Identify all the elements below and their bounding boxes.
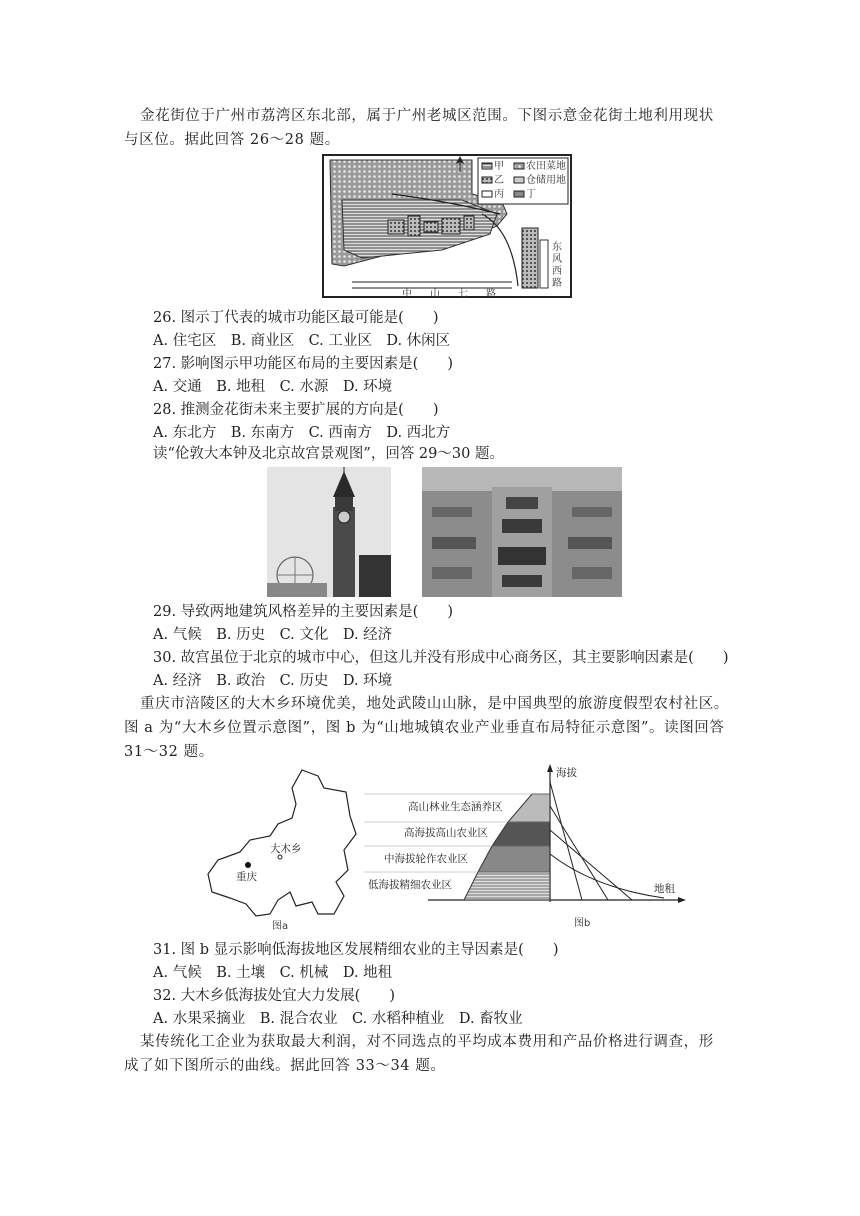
intro-31-32-line2: 图 a 为“大木乡位置示意图”，图 b 为“山地城镇农业产业垂直布局特征示意图”。读图回答 <box>124 720 725 736</box>
y-axis-label: 海拔 <box>556 767 577 779</box>
side-label-4: 路 <box>552 278 562 289</box>
zone-mid-rotation: 中海拔轮作农业区 <box>384 853 468 865</box>
label-chongqing: 重庆 <box>236 871 257 883</box>
zone-high-forest: 高山林业生态涵养区 <box>408 801 503 813</box>
side-label-1: 东 <box>552 242 562 253</box>
intro-26-28-line2: 与区位。据此回答 26～28 题。 <box>124 132 340 148</box>
road-label-2: 山 <box>430 289 440 298</box>
options-29: A. 气候 B. 历史 C. 文化 D. 经济 <box>153 627 393 643</box>
road-label-1: 中 <box>402 289 412 298</box>
options-27: A. 交通 B. 地租 C. 水源 D. 环境 <box>153 379 393 395</box>
zone-high-agri: 高海拔高山农业区 <box>404 827 488 839</box>
legend-storage: 仓储用地 <box>526 175 566 186</box>
question-32: 32. 大木乡低海拔处宜大力发展( ) <box>153 988 395 1004</box>
side-label-2: 风 <box>552 254 562 265</box>
question-29: 29. 导致两地建筑风格差异的主要因素是( ) <box>153 604 453 620</box>
label-damu: 大木乡 <box>270 843 302 855</box>
figure-a-map <box>200 764 364 934</box>
question-30: 30. 故宫虽位于北京的城市中心，但这儿并没有形成中心商务区，其主要影响因素是( ) <box>153 650 729 666</box>
options-32: A. 水果采摘业 B. 混合农业 C. 水稻种植业 D. 畜牧业 <box>153 1011 523 1027</box>
legend-farmland: 农田菜地 <box>526 161 566 172</box>
figure-b-caption: 图b <box>574 918 591 929</box>
x-axis-label: 地租 <box>654 883 675 895</box>
options-31: A. 气候 B. 土壤 C. 机械 D. 地租 <box>153 965 393 981</box>
side-label-3: 西 <box>552 266 562 277</box>
road-label-3: 七 <box>458 289 468 298</box>
land-use-map <box>322 154 572 298</box>
zone-low-fine: 低海拔精细农业区 <box>368 879 452 891</box>
figure-a-caption: 图a <box>272 921 289 932</box>
question-31: 31. 图 b 显示影响低海拔地区发展精细农业的主导因素是( ) <box>153 942 559 958</box>
legend-ding: 丁 <box>526 189 536 200</box>
intro-29-30: 读“伦敦大本钟及北京故宫景观图”，回答 29～30 题。 <box>153 446 504 462</box>
intro-31-32-line3: 31～32 题。 <box>124 744 214 760</box>
big-ben-photo <box>267 467 391 597</box>
intro-26-28-line1: 金花街位于广州市荔湾区东北部，属于广州老城区范围。下图示意金花街土地利用现状 <box>140 108 714 124</box>
options-28: A. 东北方 B. 东南方 C. 西南方 D. 西北方 <box>153 425 451 441</box>
legend-jia: 甲 <box>494 161 504 172</box>
road-label-4: 路 <box>486 289 496 298</box>
intro-33-34-line1: 某传统化工企业为获取最大利润，对不同选点的平均成本费用和产品价格进行调查，形 <box>140 1034 714 1050</box>
options-26: A. 住宅区 B. 商业区 C. 工业区 D. 休闲区 <box>153 333 451 349</box>
legend-yi: 乙 <box>494 175 504 186</box>
question-27: 27. 影响图示甲功能区布局的主要因素是( ) <box>153 356 453 372</box>
intro-33-34-line2: 成了如下图所示的曲线。据此回答 33～34 题。 <box>124 1058 446 1074</box>
forbidden-city-photo <box>422 467 622 597</box>
figure-b-diagram <box>364 762 692 934</box>
legend-bing: 丙 <box>494 189 504 200</box>
question-28: 28. 推测金花街未来主要扩展的方向是( ) <box>153 402 439 418</box>
options-30: A. 经济 B. 政治 C. 历史 D. 环境 <box>153 673 393 689</box>
question-26: 26. 图示丁代表的城市功能区最可能是( ) <box>153 310 439 326</box>
intro-31-32-line1: 重庆市涪陵区的大木乡环境优美，地处武陵山山脉，是中国典型的旅游度假型农村社区。 <box>140 696 729 712</box>
